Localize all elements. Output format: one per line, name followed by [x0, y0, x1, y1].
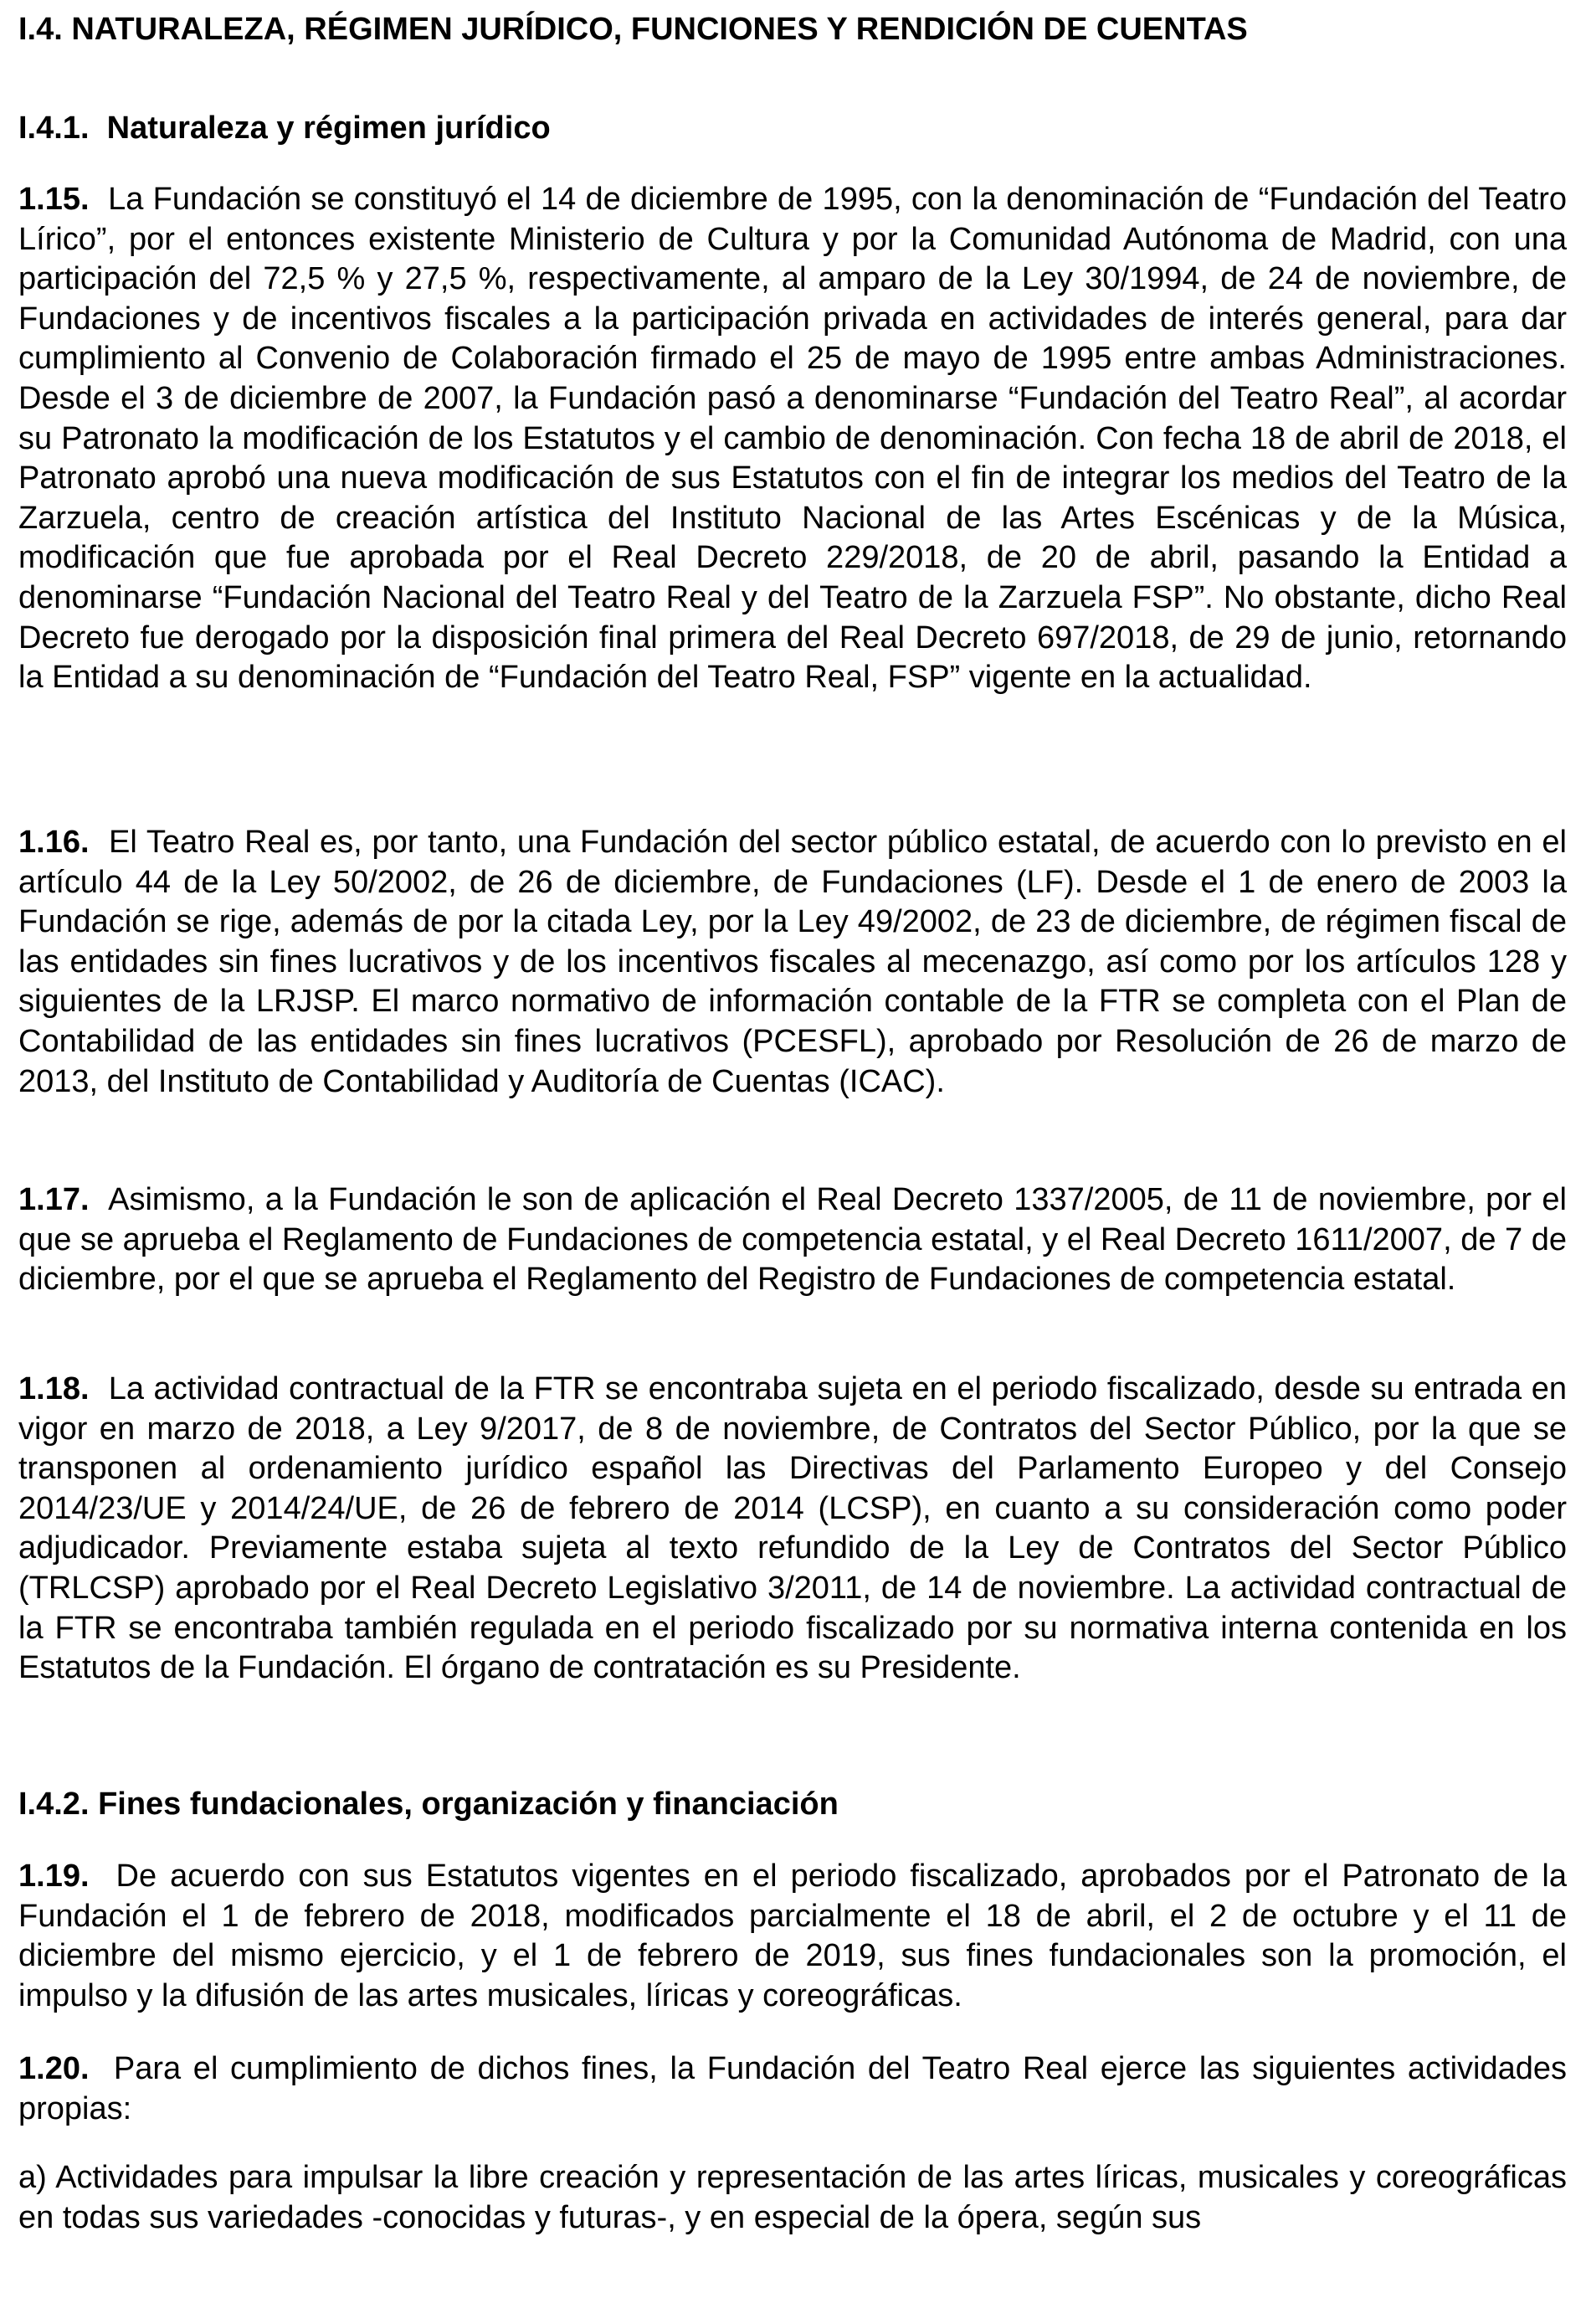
- document-page: [18, 0, 1567, 2324]
- paragraph-1-18: [18, 1370, 1567, 1689]
- section-title: I.4. NATURALEZA, RÉGIMEN JURÍDICO, FUNCIONES Y RENDICIÓN DE CUENTAS: [18, 12, 1248, 47]
- paragraph-number: 1.15.: [18, 182, 90, 217]
- paragraph-1-20: [18, 2049, 1567, 2129]
- subsection-heading-1: [18, 109, 551, 147]
- subsection-heading-2: [18, 1785, 839, 1823]
- paragraph-number: 1.18.: [18, 1371, 90, 1406]
- paragraph-1-16: [18, 823, 1567, 1102]
- paragraph-number: 1.16.: [18, 825, 90, 860]
- paragraph-text: El Teatro Real es, por tanto, una Fundación del sector público estatal, de acuerdo con lo previsto en el artículo 44 de la Ley 50/2002, de 26 de diciembre, de Fundaciones (LF). Desde el 1 de enero de 2003 la Fundación se rige, además de por la citada Ley, por la Ley 49/2002, de 23 de diciembre, de régimen fiscal de las entidades sin fines lucrativos y de los incentivos fiscales al mecenazgo, así como por los artículos 128 y siguientes de la LRJSP. El marco normativo de información contable de la FTR se completa con el Plan de Contabilidad de las entidades sin fines lucrativos (PCESFL), aprobado por Resolución de 26 de marzo de 2013, del Instituto de Contabilidad y Auditoría de Cuentas (ICAC).: [18, 825, 1567, 1099]
- paragraph-number: 1.17.: [18, 1182, 90, 1217]
- subsection-number: I.4.1.: [18, 111, 90, 146]
- paragraph-number: 1.19.: [18, 1859, 90, 1894]
- paragraph-text: Asimismo, a la Fundación le son de aplicación el Real Decreto 1337/2005, de 11 de noviembre, por el que se aprueba el Reglamento de Fundaciones de competencia estatal, y el Real Decreto 1611/2007, de 7 de diciembre, por el que se aprueba el Reglamento del Registro de Fundaciones de competencia estatal.: [18, 1182, 1567, 1298]
- paragraph-text: a) Actividades para impulsar la libre creación y representación de las artes líricas, musicales y coreográficas en todas sus variedades -conocidas y futuras-, y en especial de la ópera, según sus: [18, 2160, 1567, 2235]
- subsection-title: Naturaleza y régimen jurídico: [106, 111, 551, 146]
- subsection-title: Fines fundacionales, organización y financiación: [98, 1787, 839, 1822]
- subsection-number: I.4.2.: [18, 1787, 90, 1822]
- paragraph-number: 1.20.: [18, 2051, 90, 2086]
- paragraph-text: La actividad contractual de la FTR se encontraba sujeta en el periodo fiscalizado, desde su entrada en vigor en marzo de 2018, a Ley 9/2017, de 8 de noviembre, de Contratos del Sector Público, por la que se transponen al ordenamiento jurídico español las Directivas del Parlamento Europeo y del Consejo 2014/23/UE y 2014/24/UE, de 26 de febrero de 2014 (LCSP), en cuanto a su consideración como poder adjudicador. Previamente estaba sujeta al texto refundido de la Ley de Contratos del Sector Público (TRLCSP) aprobado por el Real Decreto Legislativo 3/2011, de 14 de noviembre. La actividad contractual de la FTR se encontraba también regulada en el periodo fiscalizado por su normativa interna contenida en los Estatutos de la Fundación. El órgano de contratación es su Presidente.: [18, 1371, 1567, 1686]
- paragraph-text: De acuerdo con sus Estatutos vigentes en el periodo fiscalizado, aprobados por el Patronato de la Fundación el 1 de febrero de 2018, modificados parcialmente el 18 de abril, el 2 de octubre y el 11 de diciembre del mismo ejercicio, y el 1 de febrero de 2019, sus fines fundacionales son la promoción, el impulso y la difusión de las artes musicales, líricas y coreográficas.: [18, 1859, 1567, 2013]
- paragraph-1-15: [18, 180, 1567, 698]
- paragraph-1-19: [18, 1857, 1567, 2016]
- paragraph-list-item-a: [18, 2158, 1567, 2238]
- paragraph-text: Para el cumplimiento de dichos fines, la Fundación del Teatro Real ejerce las siguientes actividades propias:: [18, 2051, 1567, 2126]
- paragraph-1-17: [18, 1180, 1567, 1300]
- paragraph-text: La Fundación se constituyó el 14 de diciembre de 1995, con la denominación de “Fundación del Teatro Lírico”, por el entonces existente Ministerio de Cultura y por la Comunidad Autónoma de Madrid, con una participación del 72,5 % y 27,5 %, respectivamente, al amparo de la Ley 30/1994, de 24 de noviembre, de Fundaciones y de incentivos fiscales a la participación privada en actividades de interés general, para dar cumplimiento al Convenio de Colaboración firmado el 25 de mayo de 1995 entre ambas Administraciones. Desde el 3 de diciembre de 2007, la Fundación pasó a denominarse “Fundación del Teatro Real”, al acordar su Patronato la modificación de los Estatutos y el cambio de denominación. Con fecha 18 de abril de 2018, el Patronato aprobó una nueva modificación de sus Estatutos con el fin de integrar los medios del Teatro de la Zarzuela, centro de creación artística del Instituto Nacional de las Artes Escénicas y de la Música, modificación que fue aprobada por el Real Decreto 229/2018, de 20 de abril, pasando la Entidad a denominarse “Fundación Nacional del Teatro Real y del Teatro de la Zarzuela FSP”. No obstante, dicho Real Decreto fue derogado por la disposición final primera del Real Decreto 697/2018, de 29 de junio, retornando la Entidad a su denominación de “Fundación del Teatro Real, FSP” vigente en la actualidad.: [18, 182, 1567, 696]
